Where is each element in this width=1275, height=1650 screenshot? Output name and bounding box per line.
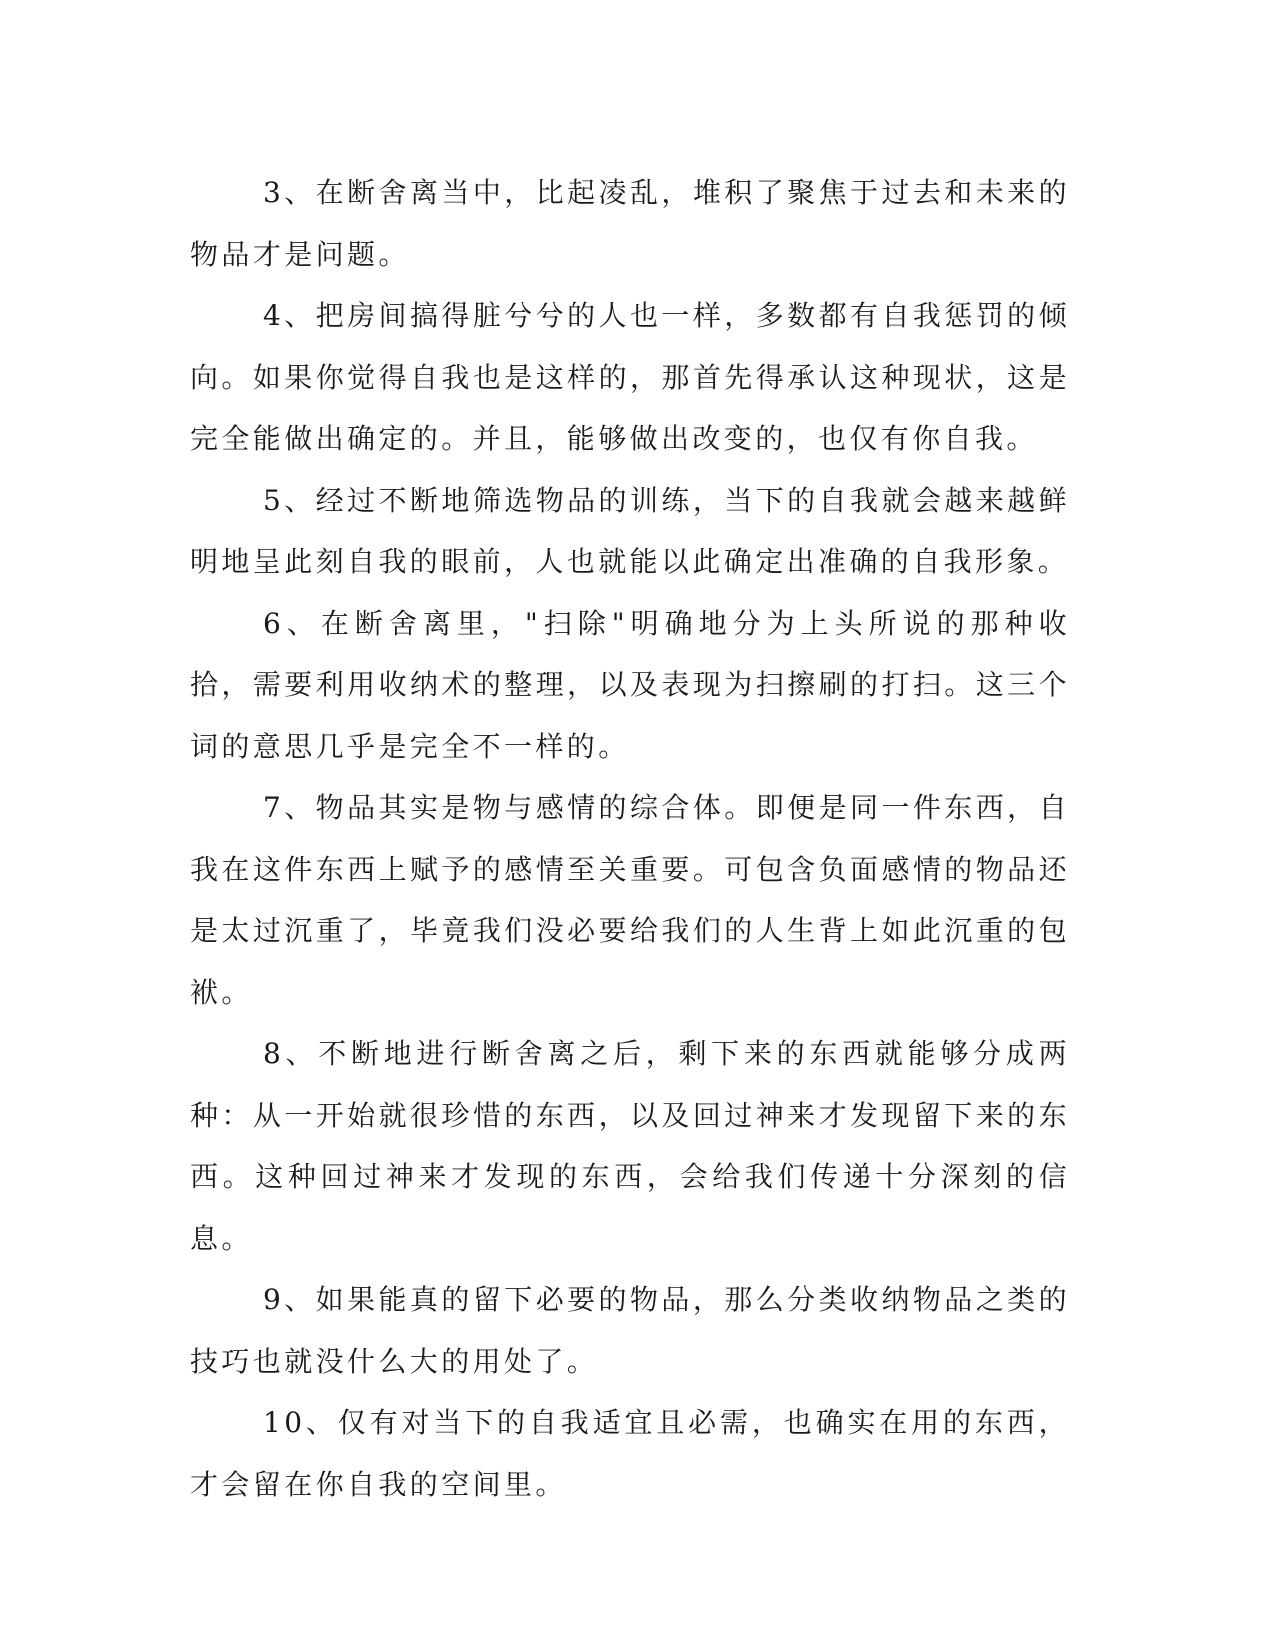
paragraph-6: 6、在断舍离里，"扫除"明确地分为上头所说的那种收拾，需要利用收纳术的整理，以及表现为扫擦刷的打扫。这三个词的意思几乎是完全不一样的。 — [190, 606, 1070, 763]
document-body — [190, 162, 1070, 1515]
paragraph-8: 8、不断地进行断舍离之后，剩下来的东西就能够分成两种：从一开始就很珍惜的东西，以及回过神来才发现留下来的东西。这种回过神来才发现的东西，会给我们传递十分深刻的信息。 — [190, 1037, 1070, 1255]
paragraph-3: 3、在断舍离当中，比起凌乱，堆积了聚焦于过去和未来的物品才是问题。 — [190, 176, 1070, 271]
paragraph-10: 10、仅有对当下的自我适宜且必需，也确实在用的东西，才会留在你自我的空间里。 — [190, 1406, 1070, 1501]
paragraph-9: 9、如果能真的留下必要的物品，那么分类收纳物品之类的技巧也就没什么大的用处了。 — [190, 1283, 1070, 1378]
paragraph-5: 5、经过不断地筛选物品的训练，当下的自我就会越来越鲜明地呈此刻自我的眼前，人也就能以此确定出准确的自我形象。 — [190, 483, 1070, 578]
paragraph-7: 7、物品其实是物与感情的综合体。即便是同一件东西，自我在这件东西上赋予的感情至关重要。可包含负面感情的物品还是太过沉重了，毕竟我们没必要给我们的人生背上如此沉重的包袱。 — [190, 791, 1070, 1009]
paragraph-4: 4、把房间搞得脏兮兮的人也一样，多数都有自我惩罚的倾向。如果你觉得自我也是这样的，那首先得承认这种现状，这是完全能做出确定的。并且，能够做出改变的，也仅有你自我。 — [190, 299, 1070, 455]
